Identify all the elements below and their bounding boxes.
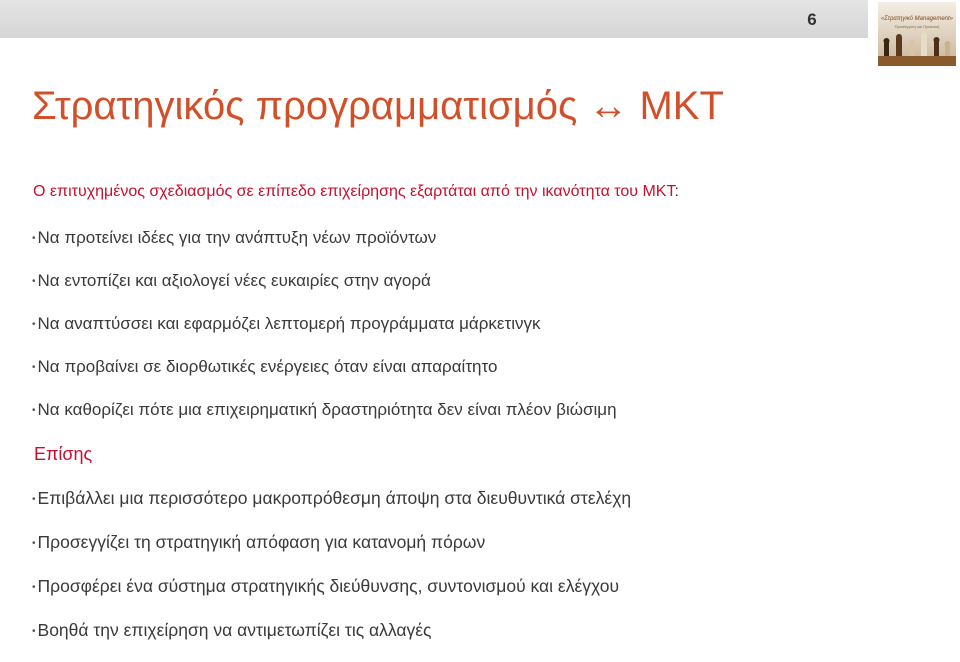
- intro-sentence: Ο επιτυχημένος σχεδιασμός σε επίπεδο επιχείρησης εξαρτάται από την ικανότητα του ΜΚΤ: [33, 183, 675, 200]
- bullet-list-primary: [32, 226, 617, 441]
- list-item: • Βοηθά την επιχείρηση να αντιμετωπίζει τις αλλαγές: [32, 618, 631, 662]
- intro-colon: :: [674, 183, 679, 200]
- list-item: • Να αναπτύσσει και εφαρμόζει λεπτομερή προγράμματα μάρκετινγκ: [32, 312, 617, 355]
- intro-text: [33, 180, 679, 204]
- logo-caption: «Στρατηγικό Management»: [880, 16, 954, 22]
- list-item: • Προσεγγίζει τη στρατηγική απόφαση για κατανομή πόρων: [32, 530, 631, 574]
- chess-pieces-icon: [878, 32, 956, 66]
- page-number: 6: [807, 10, 817, 29]
- list-item: • Επιβάλλει μια περισσότερο μακροπρόθεσμη άποψη στα διευθυντικά στελέχη: [32, 486, 631, 530]
- list-item: • Να προβαίνει σε διορθωτικές ενέργειες όταν είναι απαραίτητο: [32, 355, 617, 398]
- bullet-list-secondary: [32, 486, 631, 662]
- slide-title: Στρατηγικός προγραμματισμός ↔ ΜΚΤ: [32, 84, 724, 128]
- list-item: • Να προτείνει ιδέες για την ανάπτυξη νέων προϊόντων: [32, 226, 617, 269]
- logo-subtitle: Προσέγγιση και Πρακτική: [894, 24, 940, 29]
- top-bar: [0, 0, 868, 38]
- list-item: • Να εντοπίζει και αξιολογεί νέες ευκαιρίες στην αγορά: [32, 269, 617, 312]
- subheading: Επίσης: [34, 444, 93, 464]
- list-item: • Να καθορίζει πότε μια επιχειρηματική δραστηριότητα δεν είναι πλέον βιώσιμη: [32, 398, 617, 441]
- list-item: • Προσφέρει ένα σύστημα στρατηγικής διεύθυνσης, συντονισμού και ελέγχου: [32, 574, 631, 618]
- logo: [878, 2, 956, 66]
